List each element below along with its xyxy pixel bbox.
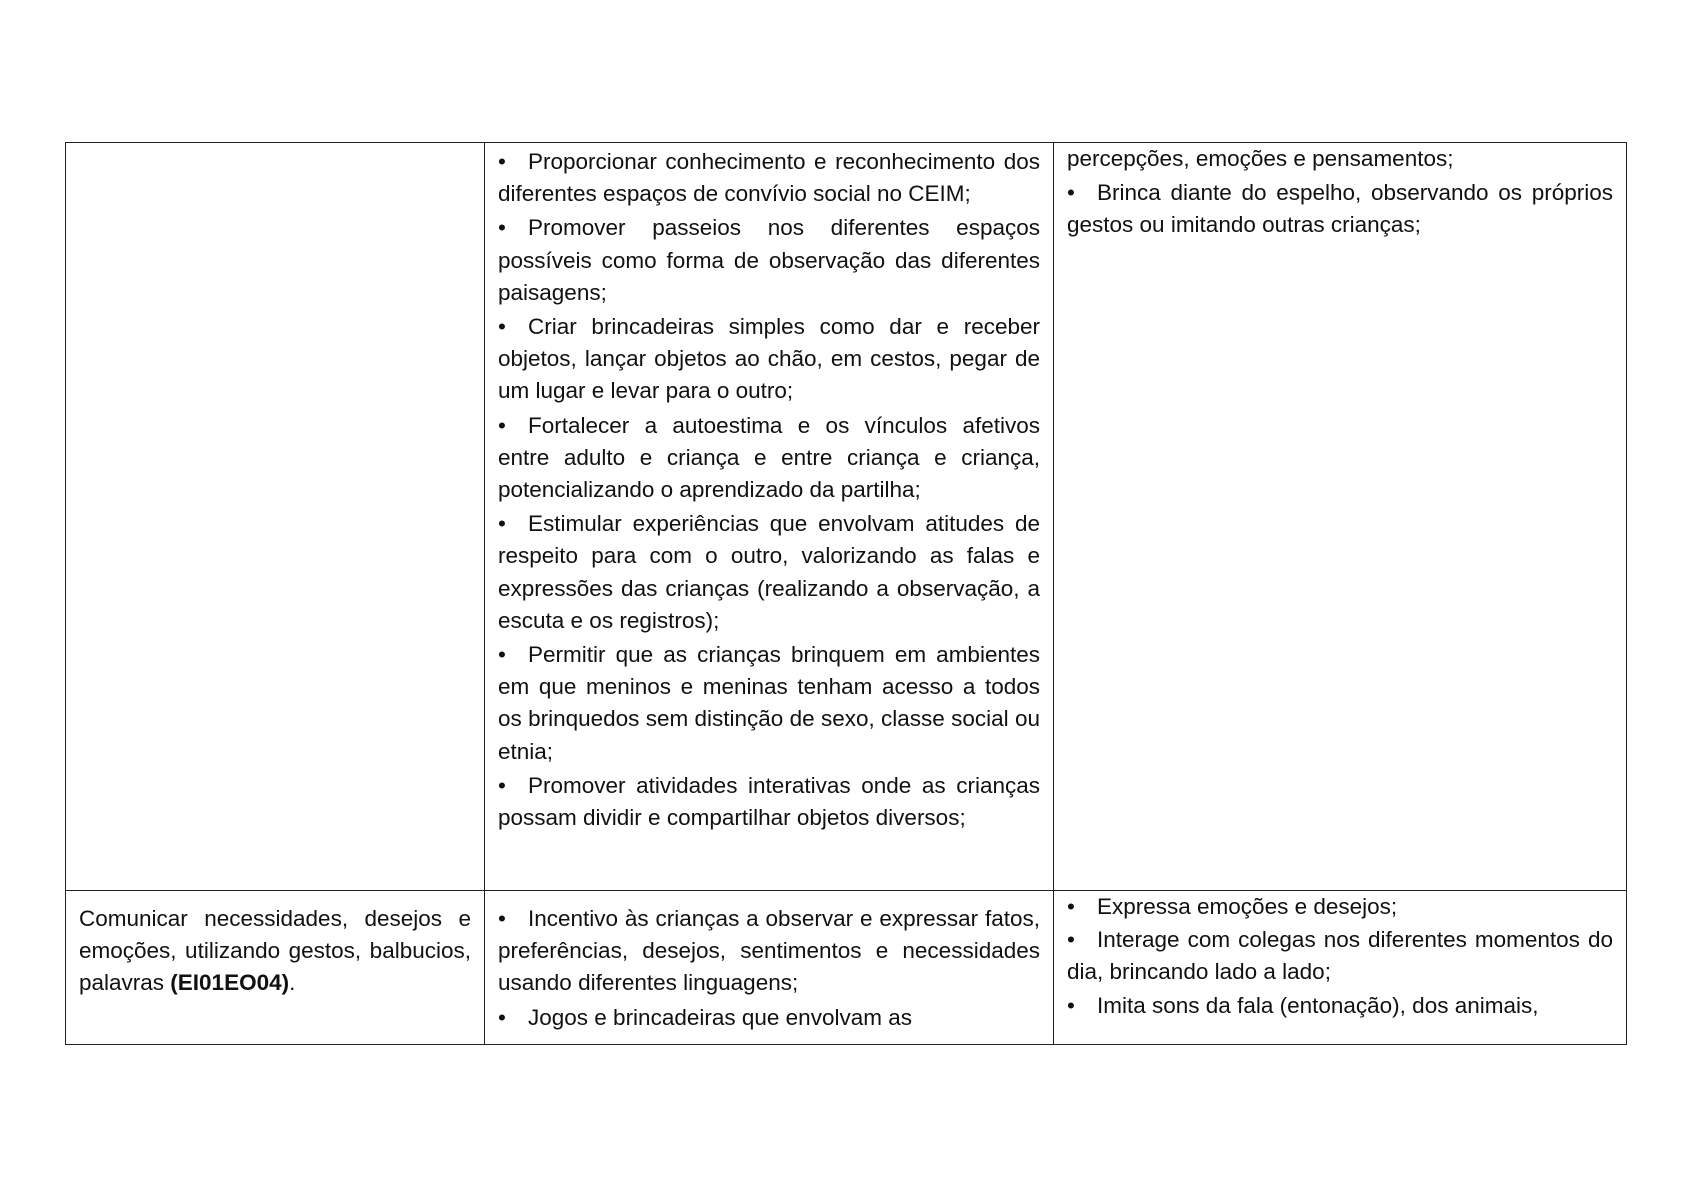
strategy-item: • Promover passeios nos diferentes espaços possíveis como forma de observação das diferentes paisagens; [498, 212, 1040, 309]
continued-text: percepções, emoções e pensamentos; [1067, 146, 1454, 171]
strategy-item: • Promover atividades interativas onde as crianças possam dividir e compartilhar objetos diversos; [498, 770, 1040, 834]
objective-cell: Comunicar necessidades, desejos e emoções, utilizando gestos, balbucios, palavras (EI01EO04). [66, 891, 485, 1045]
strategy-item: • Criar brincadeiras simples como dar e receber objetos, lançar objetos ao chão, em cestos, pegar de um lugar e levar para o outro; [498, 311, 1040, 408]
bullet-icon: • [1067, 992, 1075, 1018]
bullet-icon: • [498, 215, 506, 241]
bullet-icon: • [498, 412, 506, 438]
bullet-icon: • [498, 314, 506, 340]
bullet-icon: • [498, 1004, 506, 1030]
bullet-icon: • [498, 906, 506, 931]
indicator-item: • Imita sons da fala (entonação), dos animais, [1067, 990, 1613, 1022]
objective-cell [66, 143, 485, 891]
strategy-item: • Proporcionar conhecimento e reconhecimento dos diferentes espaços de convívio social no CEIM; [498, 146, 1040, 210]
indicator-item: • Brinca diante do espelho, observando os próprios gestos ou imitando outras crianças; [1067, 177, 1613, 241]
strategy-item: • Incentivo às crianças a observar e expressar fatos, preferências, desejos, sentimentos e necessidades usando diferentes linguagens; [498, 903, 1040, 1000]
table-row [66, 891, 1627, 1045]
bullet-icon: • [1067, 894, 1075, 919]
indicators-cell [1054, 143, 1627, 891]
strategy-item: • Permitir que as crianças brinquem em ambientes em que meninos e meninas tenham acesso a todos os brinquedos sem distinção de sexo, classe social ou etnia; [498, 639, 1040, 768]
strategy-item: • Fortalecer a autoestima e os vínculos afetivos entre adulto e criança e entre criança e criança, potencializando o aprendizado da partilha; [498, 410, 1040, 507]
bullet-icon: • [498, 149, 506, 174]
objective-code: (EI01EO04) [170, 970, 290, 996]
bullet-icon: • [1067, 927, 1075, 953]
curriculum-table [65, 142, 1627, 1045]
indicator-item: • Interage com colegas nos diferentes momentos do dia, brincando lado a lado; [1067, 924, 1613, 988]
strategies-cell [485, 143, 1054, 891]
strategy-item: • Estimular experiências que envolvam atitudes de respeito para com o outro, valorizando as falas e expressões das crianças (realizando a observação, a escuta e os registros); [498, 508, 1040, 637]
table-row [66, 143, 1627, 891]
strategy-item: • Jogos e brincadeiras que envolvam as [498, 1002, 1040, 1034]
indicators-cell [1054, 891, 1627, 1045]
bullet-icon: • [498, 511, 506, 537]
bullet-icon: • [1067, 180, 1075, 206]
bullet-icon: • [498, 642, 506, 668]
strategies-cell [485, 891, 1054, 1045]
bullet-icon: • [498, 772, 506, 798]
indicator-item: • Expressa emoções e desejos; [1067, 891, 1613, 923]
